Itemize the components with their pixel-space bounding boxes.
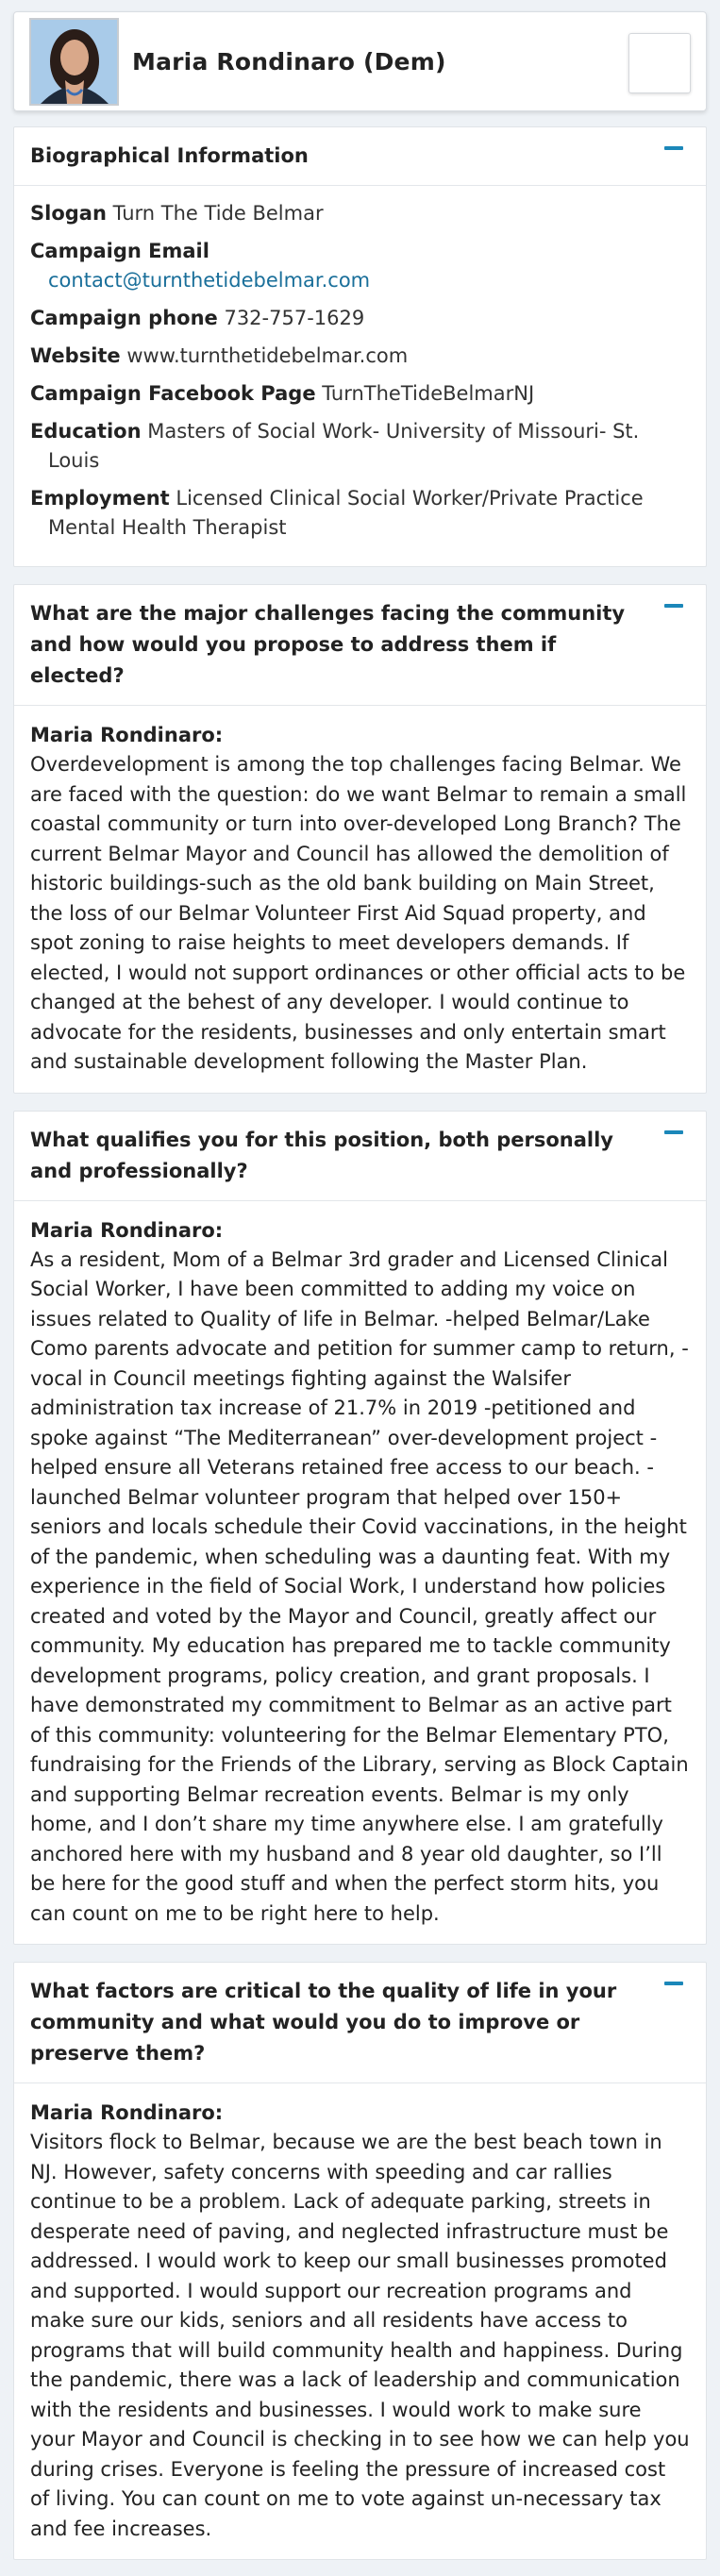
bio-row-slogan bbox=[30, 199, 690, 228]
question-card bbox=[13, 1962, 707, 2560]
collapse-icon[interactable] bbox=[664, 604, 683, 608]
question-card-header[interactable] bbox=[14, 1112, 706, 1201]
answer-text: As a resident, Mom of a Belmar 3rd grader and Licensed Clinical Social Worker, I have been committed to adding my voice on issues related to Quality of life in Belmar. -helped Belmar/Lake Como parents advocate and petition for summer camp to return, - vocal in Council meetings fighting against the Walsifer administration tax increase of 21.7% in 2019 -petitioned and spoke against “The Mediterranean” over-development project -helped ensure all Veterans retained free access to our beach. -launched Belmar volunteer program that helped over 150+ seniors and locals schedule their Covid vaccinations, in the height of the pandemic, when scheduling was a daunting feat. With my experience in the field of Social Work, I understand how policies created and voted by the Mayor and Council, greatly affect our community. My education has prepared me to tackle community development programs, policy creation, and grant proposals. I have demonstrated my commitment to Belmar as an active part of this community: volunteering for the Belmar Elementary PTO, fundraising for the Friends of the Library, serving as Block Captain and supporting Belmar recreation events. Belmar is my only home, and I don’t share my time anywhere else. I am gratefully anchored here with my husband and 8 year old daughter, so I’ll be here for the good stuff and when the perfect storm hits, you can count on me to be right here to help. bbox=[30, 1247, 689, 1925]
avatar bbox=[29, 18, 119, 106]
bio-label: Campaign Facebook Page bbox=[30, 382, 316, 405]
bio-card-header[interactable] bbox=[14, 127, 706, 186]
collapse-icon[interactable] bbox=[664, 1982, 683, 1985]
bio-label: Website bbox=[30, 344, 121, 367]
bio-row-website bbox=[30, 342, 690, 371]
bio-label: Education bbox=[30, 420, 142, 443]
bio-row-email bbox=[30, 237, 690, 295]
email-link[interactable]: contact@turnthetidebelmar.com bbox=[48, 269, 371, 292]
question-title: What qualifies you for this position, both personally and professionally? bbox=[30, 1128, 613, 1182]
bio-label: Campaign Email bbox=[30, 240, 209, 262]
question-card-body bbox=[14, 2083, 706, 2559]
question-card-header[interactable] bbox=[14, 1963, 706, 2083]
bio-row-education bbox=[30, 417, 690, 476]
responder-name: Maria Rondinaro: bbox=[30, 2101, 224, 2124]
question-card bbox=[13, 584, 707, 1094]
bio-card-body bbox=[14, 186, 706, 566]
bio-label: Campaign phone bbox=[30, 307, 218, 329]
question-card-body bbox=[14, 1201, 706, 1945]
question-title: What factors are critical to the quality of life in your community and what would you do to improve or preserve them? bbox=[30, 1980, 617, 2065]
collapse-icon[interactable] bbox=[664, 146, 683, 150]
question-card bbox=[13, 1111, 707, 1946]
bio-value: TurnTheTideBelmarNJ bbox=[322, 382, 535, 405]
bio-value: 732-757-1629 bbox=[224, 307, 365, 329]
bio-value: Licensed Clinical Social Worker/Private Practice Mental Health Therapist bbox=[48, 487, 644, 539]
answer-text: Visitors flock to Belmar, because we are the best beach town in NJ. However, safety concerns with speeding and car rallies continue to be a problem. Lack of adequate parking, streets in desperate need of paving, and neglected infrastructure must be addressed. I would work to keep our small businesses promoted and supported. I would support our recreation programs and make sure our kids, seniors and all residents have access to programs that will build community health and happiness. During the pandemic, there was a lack of leadership and communication with the residents and businesses. I would work to make sure your Mayor and Council is checking in to see how we can help you during crises. Everyone is feeling the pressure of increased cost of living. You can count on me to vote against un-necessary tax and fee increases. bbox=[30, 2131, 690, 2540]
bio-value: Turn The Tide Belmar bbox=[112, 202, 324, 225]
candidate-header bbox=[13, 11, 707, 111]
responder-name: Maria Rondinaro: bbox=[30, 1218, 224, 1242]
bio-card bbox=[13, 126, 707, 567]
candidate-name: Maria Rondinaro (Dem) bbox=[132, 47, 446, 75]
answer-text: Overdevelopment is among the top challenges facing Belmar. We are faced with the question: do we want Belmar to remain a small coastal community or turn into over-developed Long Branch? The current Belmar Mayor and Council has allowed the demolition of historic buildings-such as the old bank building on Main Street, the loss of our Belmar Volunteer First Aid Squad property, and spot zoning to raise heights to meet developers demands. If elected, I would not support ordinances or other official acts to be changed at the behest of any developer. I would continue to advocate for the residents, businesses and only entertain smart and sustainable development following the Master Plan. bbox=[30, 753, 687, 1073]
bio-row-phone bbox=[30, 304, 690, 333]
bio-label: Slogan bbox=[30, 202, 107, 225]
question-card-body bbox=[14, 706, 706, 1093]
collapse-icon[interactable] bbox=[664, 1130, 683, 1134]
bio-value: Masters of Social Work- University of Missouri- St. Louis bbox=[48, 420, 640, 472]
compare-checkbox[interactable] bbox=[628, 33, 691, 93]
question-card-header[interactable] bbox=[14, 585, 706, 706]
bio-row-employment bbox=[30, 484, 690, 543]
bio-row-facebook bbox=[30, 379, 690, 409]
bio-value: www.turnthetidebelmar.com bbox=[126, 344, 409, 367]
bio-label: Employment bbox=[30, 487, 170, 510]
bio-title: Biographical Information bbox=[30, 144, 309, 167]
question-title: What are the major challenges facing the community and how would you propose to address them if elected? bbox=[30, 602, 626, 687]
responder-name: Maria Rondinaro: bbox=[30, 724, 224, 746]
